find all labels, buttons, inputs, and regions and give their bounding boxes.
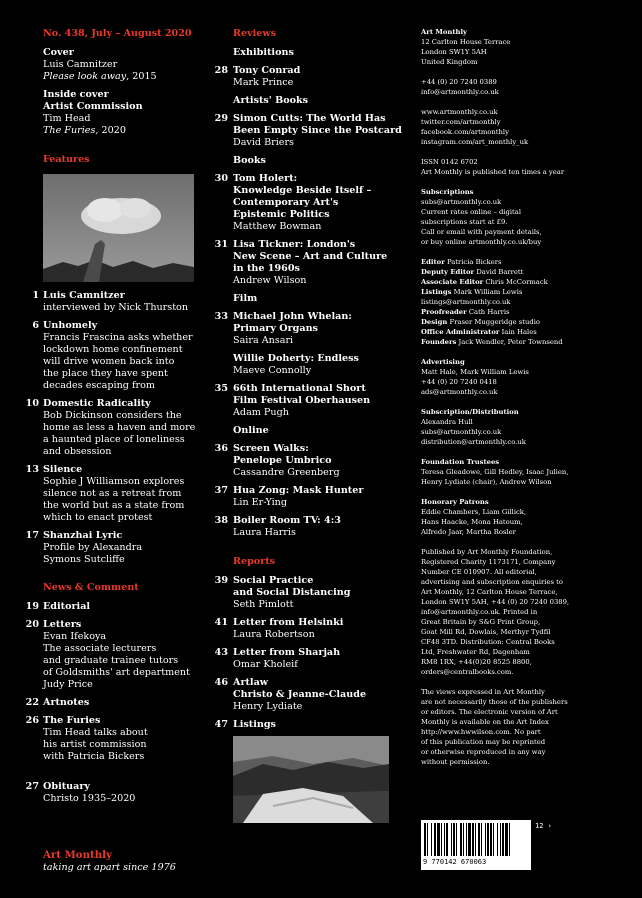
barcode-bar <box>444 823 445 856</box>
barcode-bar <box>502 823 504 856</box>
barcode-addon: 12 › <box>535 822 552 830</box>
issue-line: No. 438, July – August 2020 <box>43 28 192 39</box>
news-title: Letters <box>43 619 82 630</box>
feature-page-number: 6 <box>32 320 39 331</box>
review-author: Maeve Connolly <box>233 365 312 376</box>
barcode-bar <box>427 823 428 856</box>
news-page-number: 26 <box>25 715 39 726</box>
review-author: Adam Pugh <box>233 407 289 418</box>
address-line: United Kingdom <box>421 58 478 66</box>
trustees-line: Teresa Gleadowe, Gill Hedley, Isaac Julien, <box>421 468 569 476</box>
barcode-bar <box>509 823 510 856</box>
feature-line: Symons Sutcliffe <box>43 554 125 565</box>
barcode-bar <box>487 823 489 856</box>
report-author: Laura Robertson <box>233 629 315 640</box>
report-author: Omar Kholeif <box>233 659 298 670</box>
review-title: Tony Conrad <box>233 65 301 76</box>
review-author: Andrew Wilson <box>233 275 307 286</box>
trustees-heading: Foundation Trustees <box>421 458 500 466</box>
barcode <box>421 820 531 870</box>
email-link[interactable]: info@artmonthly.co.uk <box>421 88 499 96</box>
feature-line: which to enact protest <box>43 512 153 523</box>
section-heading-books: Books <box>233 155 266 166</box>
barcode-bar <box>478 823 480 856</box>
publisher-line: Number CE 010907. All editorial, <box>421 568 537 576</box>
disclaimer-line: Monthly is available on the Art Index <box>421 718 549 726</box>
feature-title: Silence <box>43 464 83 475</box>
feature-line: silence not as a retreat from <box>43 488 182 499</box>
news-line: Tim Head talks about <box>43 727 148 738</box>
disclaimer-line: are not necessarily those of the publishers <box>421 698 568 706</box>
feature-line: the place they have spent <box>43 368 168 379</box>
feature-line: interviewed by Nick Thurston <box>43 302 188 313</box>
feature-page-number: 17 <box>25 530 39 541</box>
review-author: Mark Prince <box>233 77 294 88</box>
subscriptions-line: Call or email with payment details, <box>421 228 542 236</box>
barcode-bar <box>466 823 467 856</box>
feature-title: Luis Camnitzer <box>43 290 125 301</box>
feature-page-number: 1 <box>32 290 39 301</box>
report-author: Henry Lydiate <box>233 701 303 712</box>
barcode-bar <box>485 823 486 856</box>
inside-cover-artist: Tim Head <box>43 113 91 124</box>
cover-artist: Luis Camnitzer <box>43 59 118 70</box>
news-title: The Furies <box>43 715 101 726</box>
brand-tagline: taking art apart since 1976 <box>43 862 176 873</box>
news-line: Christo 1935–2020 <box>43 793 136 804</box>
publisher-line: advertising and subscription enquiries to <box>421 578 563 586</box>
review-page-number: 37 <box>214 485 228 496</box>
review-title: Been Empty Since the Postcard <box>233 125 402 136</box>
barcode-bar <box>437 823 440 856</box>
disclaimer-line: http://www.hwwilson.com. No part <box>421 728 541 736</box>
publisher-line: Published by Art Monthly Foundation, <box>421 548 553 556</box>
feature-line: home as less a haven and more <box>43 422 196 433</box>
address-line: 12 Carlton House Terrace <box>421 38 511 46</box>
web-link[interactable]: facebook.com/artmonthly <box>421 128 509 136</box>
barcode-bar <box>424 823 426 856</box>
issn: ISSN 0142 6702 <box>421 158 478 166</box>
review-page-number: 35 <box>214 383 228 394</box>
review-title: Lisa Tickner: London's <box>233 239 356 250</box>
news-line: Evan Ifekoya <box>43 631 107 642</box>
barcode-bar <box>490 823 492 856</box>
review-title: New Scene – Art and Culture <box>233 251 388 262</box>
publisher-line: info@artmonthly.co.uk. Printed in <box>421 608 538 616</box>
barcode-bar <box>441 823 442 856</box>
staff-line: Associate Editor Chris McCormack <box>421 278 548 286</box>
review-page-number: 30 <box>214 173 228 184</box>
phone: +44 (0) 20 7240 0389 <box>421 78 497 86</box>
review-page-number: 29 <box>214 113 228 124</box>
report-title: Listings <box>233 719 276 730</box>
barcode-bar <box>468 823 471 856</box>
review-author: Lin Er-Ying <box>233 497 287 508</box>
barcode-bar <box>472 823 474 856</box>
review-title: Boiler Room TV: 4:3 <box>233 515 341 526</box>
report-page-number: 41 <box>214 617 228 628</box>
brand-name: Art Monthly <box>43 849 112 861</box>
review-title: 66th International Short <box>233 383 366 394</box>
review-title: Tom Holert: <box>233 173 298 184</box>
cover-photo <box>43 174 194 282</box>
report-title: and Social Distancing <box>233 587 351 598</box>
barcode-bar <box>453 823 455 856</box>
review-author: Saira Ansari <box>233 335 294 346</box>
staff-line: Proofreader Cath Harris <box>421 308 510 316</box>
report-title: Artlaw <box>233 677 269 688</box>
feature-line: lockdown home confinement <box>43 344 183 355</box>
features-heading: Features <box>43 154 90 165</box>
barcode-number: 9 770142 670063 <box>423 858 487 866</box>
section-heading-film: Film <box>233 293 258 304</box>
org-name: Art Monthly <box>421 28 467 36</box>
news-line: Judy Price <box>43 679 93 690</box>
review-author: Laura Harris <box>233 527 296 538</box>
advertising-heading: Advertising <box>421 358 465 366</box>
staff-line: Office Administrator Iain Hales <box>421 328 537 336</box>
web-link[interactable]: instagram.com/art_monthly_uk <box>421 138 529 146</box>
review-page-number: 28 <box>214 65 228 76</box>
staff-line: Founders Jack Wendler, Peter Townsend <box>421 338 563 346</box>
distribution-heading: Subscription/Distribution <box>421 408 519 416</box>
feature-title: Shanzhai Lyric <box>43 530 123 541</box>
section-heading-exhibitions: Exhibitions <box>233 47 294 58</box>
report-author: Seth Pimlott <box>233 599 294 610</box>
barcode-bar <box>460 823 462 856</box>
barcode-bar <box>500 823 501 856</box>
feature-title: Domestic Radicality <box>43 398 151 409</box>
news-title: Obituary <box>43 781 90 792</box>
disclaimer-line: The views expressed in Art Monthly <box>421 688 545 696</box>
disclaimer-line: or editors. The electronic version of Art <box>421 708 558 716</box>
inside-cover-work: The Furies, 2020 <box>43 125 126 136</box>
news-page-number: 20 <box>25 619 39 630</box>
review-title: Screen Walks: <box>233 443 309 454</box>
feature-line: a haunted place of loneliness <box>43 434 185 445</box>
feature-line: will drive women back into <box>43 356 175 367</box>
staff-line: Design Fraser Muggeridge studio <box>421 318 541 326</box>
barcode-bar <box>451 823 452 856</box>
review-title: Contemporary Art's <box>233 197 339 208</box>
publisher-line: Registered Charity 1173171, Company <box>421 558 556 566</box>
section-heading-online: Online <box>233 425 269 436</box>
staff-line: Editor Patricia Bickers <box>421 258 502 266</box>
review-page-number: 31 <box>214 239 228 250</box>
review-title: Willie Doherty: Endless <box>233 353 359 364</box>
review-author: David Briers <box>233 137 294 148</box>
patrons-line: Eddie Chambers, Liam Gillick, <box>421 508 527 516</box>
disclaimer-line: without permission. <box>421 758 490 766</box>
advertising-line: ads@artmonthly.co.uk <box>421 388 498 396</box>
trustees-line: Henry Lydiate (chair), Andrew Wilson <box>421 478 552 486</box>
report-page-number: 39 <box>214 575 228 586</box>
news-title: Artnotes <box>43 697 90 708</box>
barcode-bar <box>481 823 482 856</box>
publisher-line: Great Britain by S&G Print Group, <box>421 618 541 626</box>
subscriptions-heading: Subscriptions <box>421 188 474 196</box>
news-line: with Patricia Bickers <box>43 751 145 762</box>
staff-line: listings@artmonthly.co.uk <box>421 298 511 306</box>
barcode-bar <box>463 823 464 856</box>
cover-work: Please look away, 2015 <box>43 71 157 82</box>
feature-line: decades escaping from <box>43 380 155 391</box>
publisher-line: Art Monthly, 12 Carlton House Terrace, <box>421 588 558 596</box>
news-title: Editorial <box>43 601 91 612</box>
report-page-number: 43 <box>214 647 228 658</box>
web-link[interactable]: twitter.com/artmonthly <box>421 118 501 126</box>
distribution-line: distribution@artmonthly.co.uk <box>421 438 526 446</box>
news-line: his artist commission <box>43 739 147 750</box>
inside-cover-heading: Inside cover <box>43 89 109 100</box>
feature-page-number: 10 <box>25 398 39 409</box>
news-page-number: 19 <box>25 601 39 612</box>
feature-line: Bob Dickinson considers the <box>43 410 182 421</box>
review-title: Knowledge Beside Itself – <box>233 185 372 196</box>
publisher-line: RM8 1RX, +44(0)20 8525 8800, <box>421 658 532 666</box>
report-title: Letter from Sharjah <box>233 647 341 658</box>
advertising-line: +44 (0) 20 7240 0418 <box>421 378 497 386</box>
publisher-line: Goat Mill Rd, Dowlais, Merthyr Tydfil <box>421 628 551 636</box>
patrons-line: Alfredo Jaar, Martha Rosler <box>421 528 516 536</box>
distribution-line: Alexandra Hull <box>421 418 473 426</box>
news-heading: News & Comment <box>43 582 139 593</box>
news-page-number: 22 <box>25 697 39 708</box>
barcode-bars <box>421 820 531 860</box>
report-title: Social Practice <box>233 575 314 586</box>
feature-line: Francis Frascina asks whether <box>43 332 193 343</box>
barcode-bar <box>434 823 436 856</box>
patrons-line: Hans Haacke, Mona Hatoum, <box>421 518 523 526</box>
reviews-heading: Reviews <box>233 28 277 39</box>
subscriptions-line: Current rates online – digital <box>421 208 522 216</box>
review-title: Film Festival Oberhausen <box>233 395 371 406</box>
cover-heading: Cover <box>43 47 74 58</box>
christo-photo <box>233 736 389 823</box>
barcode-bar <box>493 823 494 856</box>
patrons-heading: Honorary Patrons <box>421 498 489 506</box>
staff-line: Deputy Editor David Barrett <box>421 268 524 276</box>
report-title: Christo & Jeanne-Claude <box>233 689 367 700</box>
review-author: Matthew Bowman <box>233 221 322 232</box>
subscriptions-line: or buy online artmonthly.co.uk/buy <box>421 238 542 246</box>
report-title: Letter from Helsinki <box>233 617 344 628</box>
feature-line: and obsession <box>43 446 112 457</box>
inside-cover-subheading: Artist Commission <box>43 101 143 112</box>
frequency: Art Monthly is published ten times a year <box>421 168 565 176</box>
feature-line: Profile by Alexandra <box>43 542 143 553</box>
subscriptions-line: subscriptions start at £9. <box>421 218 508 226</box>
disclaimer-line: of this publication may be reprinted <box>421 738 546 746</box>
subscriptions-line: subs@artmonthly.co.uk <box>421 198 502 206</box>
review-page-number: 38 <box>214 515 228 526</box>
reports-heading: Reports <box>233 556 276 567</box>
barcode-bar <box>475 823 476 856</box>
review-title: in the 1960s <box>233 263 300 274</box>
review-title: Simon Cutts: The World Has <box>233 113 386 124</box>
feature-line: Sophie J Williamson explores <box>43 476 185 487</box>
publisher-line: Ltd, Freshwater Rd, Dagenham <box>421 648 530 656</box>
news-line: The associate lecturers <box>43 643 157 654</box>
review-page-number: 33 <box>214 311 228 322</box>
review-title: Epistemic Politics <box>233 209 330 220</box>
disclaimer-line: or otherwise reproduced in any way <box>421 748 546 756</box>
barcode-bar <box>497 823 498 856</box>
news-page-number: 27 <box>25 781 39 792</box>
publisher-line: orders@centralbooks.com. <box>421 668 514 676</box>
address-line: London SW1Y 5AH <box>421 48 487 56</box>
review-title: Primary Organs <box>233 323 318 334</box>
barcode-bar <box>456 823 457 856</box>
news-line: of Goldsmiths' art department <box>43 667 190 678</box>
web-link[interactable]: www.artmonthly.co.uk <box>421 108 498 116</box>
report-page-number: 46 <box>214 677 228 688</box>
publisher-line: CF48 3TD. Distribution: Central Books <box>421 638 555 646</box>
distribution-line: subs@artmonthly.co.uk <box>421 428 502 436</box>
review-title: Hua Zong: Mask Hunter <box>233 485 364 496</box>
feature-title: Unhomely <box>43 320 98 331</box>
barcode-bar <box>446 823 448 856</box>
report-page-number: 47 <box>214 719 228 730</box>
section-heading-artists-books: Artists' Books <box>233 95 309 106</box>
review-title: Michael John Whelan: <box>233 311 352 322</box>
feature-line: the world but as a state from <box>43 500 185 511</box>
advertising-line: Matt Hale, Mark William Lewis <box>421 368 529 376</box>
review-author: Cassandre Greenberg <box>233 467 340 478</box>
publisher-line: London SW1Y 5AH, +44 (0) 20 7240 0389, <box>421 598 570 606</box>
feature-page-number: 13 <box>25 464 39 475</box>
review-title: Penelope Umbrico <box>233 455 332 466</box>
news-line: and graduate trainee tutors <box>43 655 179 666</box>
barcode-bar <box>505 823 508 856</box>
review-page-number: 36 <box>214 443 228 454</box>
staff-line: Listings Mark William Lewis <box>421 288 523 296</box>
barcode-bar <box>431 823 432 856</box>
